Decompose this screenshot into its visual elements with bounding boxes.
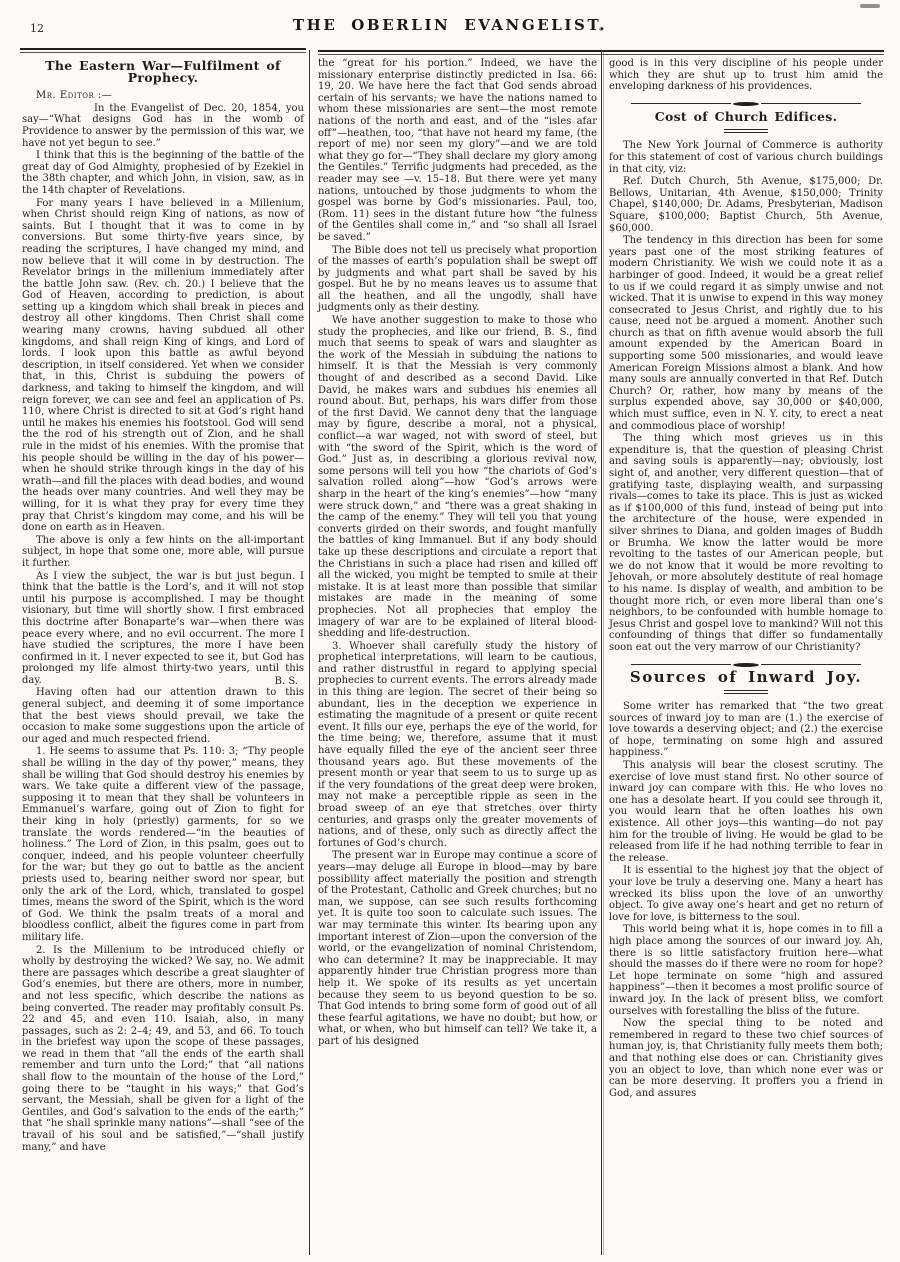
paragraph: The tendency in this direction has been for some years past one of the most striking features of modern Christianity. We wish we could note it as a harbinger of good. Indeed, it would be a great relief to us if we could regard it as simply unwise and not wicked. That it is unwise to expend in this way money consecrated to Jesus Christ, and rightly due to his cause, need not be argued a moment. Another such church as that on fifth avenue would absorb the full amount expended by the American Board in supporting some 500 missionaries, and would leave American Foreign Missions almost a blank. And how many souls are annually converted in that Ref. Dutch Church? Or, rather, how many by means of the surplus expended above, say 30,000 or $40,000, which must suffice, even in N. Y. city, to erect a neat and commodious place of worship! [609,235,883,432]
ink-smudge [860,4,880,8]
heading-underline [724,129,768,133]
masthead: THE OBERLIN EVANGELIST. [292,16,608,34]
paragraph: the “great for his portion.” Indeed, we have the missionary enterprise distinctly predicted in Isa. 66: 19, 20. We have here the fact that God sends abroad certain of his servants; we have the nations named to whom these missionaries are sent—the most remote nations of the north and east, and of the “isles afar off”—heathen, too, “that have not heard my fame, (the report of me) nor seen my glory”—and we are told what they go for—“They shall declare my glory among the Gentiles.” Terrific judgments had preceded, as the reader may see —v. 15–18. But there were yet many nations, untouched by those judgments to whom the gospel was borne by God’s missionaries. Paul, too, (Rom. 11) sees in the distant future how “the fulness of the Gentiles shall come in,” and “so shall all Israel be saved.” [318,58,597,243]
diamond-ornament-icon [733,102,759,106]
diamond-ornament-icon [733,663,759,667]
article3-title: Sources of Inward Joy. [629,667,863,686]
column-2 [318,58,597,1048]
paragraph: The present war in Europe may continue a score of years—may deluge all Europe in blood—may by bare possibility affect materially the position and strength of the Protestant, Catholic and Greek churches; but no man, we suppose, can see such results forthcoming yet. It is quite too soon to calculate such issues. The war may terminate this winter. Its bearing upon any important interest of Zion—upon the conversion of the world, or the evangelization of nominal Christendom, who can determine? It may be inappreciable. It may apparently hinder true Christian progress more than help it. We spoke of its results as yet uncertain because they seem to us beyond question to be so. That God intends to bring some form of good out of all these fearful agitations, we have no doubt; but how, or what, or when, who but himself can tell? We take it, a part of his designed [318,850,597,1047]
section-divider-ornament [631,102,861,106]
paragraph: 3. Whoever shall carefully study the history of prophetical interpretations, will learn to be cautious, and rather distrustful in regard to applying special prophecies to current events. The errors already made in this thing are legion. The secret of their being so abundant, lies in the deception we experience in estimating the magnitude of a present or quite recent event. It fills our eye, perhaps the eye of the world, for the time being; we, therefore, assume that it must have equally filled the eye of the ancient seer three thousand years ago. But these movements of the present month or year that seem to us to surge up as if the very foundations of the great deep were broken, may not make a perceptible ripple as seen in the broad sweep of an eye that stretches over thirty centuries, and grasps only the greater movements of nations, and of these, only such as directly affect the fortunes of God’s church. [318,640,597,849]
paragraph: Having often had our attention drawn to this general subject, and deeming it of some importance that the best views should prevail, we take the occasion to make some suggestions upon the article of our aged and much respected friend. [22,687,304,745]
paragraph: good is in this very discipline of his people under which they are shut up to trust him amid the enveloping darkness of his providences. [609,58,883,93]
page-number: 12 [30,22,44,35]
column-divider-1 [309,50,310,1255]
heading-underline [724,690,768,694]
column-divider-2 [601,50,602,1255]
paragraph: This world being what it is, hope comes in to fill a high place among the sources of our inward joy. Ah, there is so little satisfactory fruition here—what should the masses do if there were no room for hope? Let hope terminate on some “high and assured happiness”—then it becomes a most prolific source of inward joy. In the lack of present bliss, we comfort ourselves with forestalling the bliss of the future. [609,924,883,1017]
column-1 [22,58,304,1154]
paragraph: This analysis will bear the closest scrutiny. The exercise of love must stand first. No other source of inward joy can compare with this. He who loves no one has a desolate heart. If you could see through it, you would learn that he often loathes his own existence. All other joys—this wanting—do not pay him for the trouble of living. He would be glad to be released from life if he had nothing terrible to fear in the release. [609,760,883,864]
paragraph: Now the special thing to be noted and remembered in regard to these two chief sources of human joy, is, that Christianity fully meets them both; and that nothing else does or can. Christianity gives you an object to love, than which none ever was or can be more deserving. It proffers you a friend in God, and assures [609,1018,883,1099]
paragraph: The above is only a few hints on the all-important subject, in hope that some one, more able, will pursue it further. [22,534,304,569]
paragraph: It is essential to the highest joy that the object of your love be truly a deserving one. Many a heart has wrecked its bliss upon the love of an unworthy object. To give away one’s heart and get no return of love for love, is bitterness to the soul. [609,865,883,923]
header-rule-left [20,48,306,53]
article2-title: Cost of Church Edifices. [654,108,838,124]
paragraph: The Bible does not tell us precisely what proportion of the masses of earth’s population shall be swept off by judgments and what part shall be saved by his gospel. But he by no means leaves us to assume that all the heathen, and all the ungodly, shall have judgments only as their destiny. [318,244,597,314]
paragraph: Ref. Dutch Church, 5th Avenue, $175,000; Dr. Bellows, Unitarian, 4th Avenue, $150,000; Trinity Chapel, $140,000; Dr. Adams, Presbyterian, Madison Square, $100,000; Baptist Church, 5th Avenue, $60,000. [609,176,883,234]
column-3 [609,58,883,1100]
paragraph: Some writer has remarked that “the two great sources of inward joy to man are (1.) the exercise of love towards a deserving object; and (2.) the exercise of hope, terminating on some high and assured happiness.” [609,701,883,759]
paragraph: For many years I have believed in a Millenium, when Christ should reign King of nations, as now of saints. But I thought that it was to come in by conversions. But some thirty-five years since, by reading the scriptures, I have changed my mind, and now believe that it will come in by destruction. The Revelator brings in the millenium immediately after the battle John saw. (Rev. ch. 20.) I believe that the God of Heaven, according to prediction, is about setting up a kingdom which shall break in pieces and destroy all other kingdoms. Then Christ shall come wearing many crowns, having subdued all other kingdoms, and shall reign King of kings, and Lord of lords. I look upon this battle as awful beyond description, in itself considered. Yet when we consider that, in this, Christ is subduing the powers of darkness, and taking to himself the kingdom, and will reign forever, we can see and feel an application of Ps. 110, where Christ is directed to sit at God’s right hand until he makes his enemies his footstool. God will send the the rod of his strength out of Zion, and he shall rule in the midst of his enemies. With the promise that his people should be willing in the day of his power—when he should strike through kings in the day of his wrath—and fill the places with dead bodies, and wound the heads over many countries. And well they may be willing, for it is what they pray for every time they pray that Christ’s kingdom may come, and his will be done on earth as in Heaven. [22,197,304,534]
article1-title: The Eastern War—Fulfilment of Prophecy. [45,58,281,85]
paragraph: We have another suggestion to make to those who study the prophecies, and like our friend, B. S., find much that seems to speak of wars and slaughter as the work of the Messiah in subduing the nations to himself. It is that the Messiah is very commonly thought of and described as a second David. Like David, he makes wars and subdues his enemies all round about. But, perhaps, his wars differ from those of the first David. We cannot deny that the language may by figure, describe a moral, not a physical, conflict—a war waged, not with sword of steel, but with “the sword of the Spirit, which is the word of God.” Just as, in describing a glorious revival now, some persons will tell you how “the chariots of God’s salvation rolled along”—how “God’s arrows were sharp in the heart of the king’s enemies”—how “many were struck down,” and “there was a great shaking in the camp of the enemy.” They will tell you that young converts girded on their swords, and fought manfully the battles of king Immanuel. But if any body should take up these descriptions and circulate a report that the Christians in such a place had risen and killed off all the wicked, you might be tempted to smile at their mistake. It is at least more than possible that similar mistakes are made in the meaning of some prophecies. Not all prophecies that employ the imagery of war are to be explained of literal blood-shedding and life-destruction. [318,315,597,640]
paragraph: In the Evangelist of Dec. 20, 1854, you say—“What designs God has in the womb of Providence to answer by the permission of this war, we have not yet begun to see.” [22,102,304,149]
paragraph: 1. He seems to assume that Ps. 110: 3; “Thy people shall be willing in the day of thy power,” means, they shall be willing that God should destroy his enemies by wars. We take quite a different view of the passage, supposing it to mean that they shall be volunteers in Emmanuel’s warfare, going out of Zion to fight for their king in holy (priestly) garments, for so we translate the words rendered—“in the beauties of holiness.” The Lord of Zion, in this psalm, goes out to conquer, indeed, and his people volunteer cheerfully for the war; but they go out to battle as the ancient priests used to, bearing neither sword nor spear, but only the ark of the Lord, which, translated to gospel times, means the sword of the Spirit, which is the word of God. We think the psalm treats of a moral and bloodless conflict, albeit the figures come in part from military life. [22,746,304,943]
salutation: Mr. Editor :— [36,90,113,102]
paragraph: I think that this is the beginning of the battle of the great day of God Almighty, prophesied of by Ezekiel in the 38th chapter, and which John, in vision, saw, as in the 14th chapter of Revelations. [22,150,304,196]
paragraph: The thing which most grieves us in this expenditure is, that the question of pleasing Christ and saving souls is apparently—nay; obviously, lost sight of, and another, very different question—that of gratifying taste, displaying wealth, and surpassing rivals—comes to take its place. This is just as wicked as if $100,000 of this fund, instead of being put into the architecture of the house, were expended in silver shrines to Diana, and golden images of Buddh or Brumha. We know the latter would be more revolting to the tastes of our American people, but we do not know that it would be more revolting to Jehovah, or more absolutely destitute of real homage to his name. Is display of wealth, and ambition to be thought more rich, or even more liberal than one’s neighbors, to be confounded with humble homage to Jesus Christ and gospel love to mankind? Will not this confounding of things that differ so fundamentally soon eat out the very marrow of our Christianity? [609,433,883,653]
paragraph: 2. Is the Millenium to be introduced chiefly or wholly by destroying the wicked? We say, no. We admit there are passages which describe a great slaughter of God’s enemies, but there are others, more in number, and not less specific, which describe the nations as being converted. The reader may profitably consult Ps. 22 and 45, and even 110. Isaiah, also, in many passages, such as 2: 2–4; 49, and 53, and 66. To touch in the briefest way upon the scope of these passages, we read in them that “all the ends of the earth shall remember and turn unto the Lord;” that “all nations shall flow to the mountain of the house of the Lord,” going there to be “taught in his ways;” that God’s servant, the Messiah, shall be given for a light of the Gentiles, and God’s salvation to the ends of the earth;” that “he shall sprinkle many nations”—shall “see of the travail of his soul and be satisfied,”—“shall justify many,” and have [22,944,304,1153]
paragraph: The New York Journal of Commerce is authority for this statement of cost of various church buildings in that city, viz: [609,140,883,175]
author-signature: B. S. [274,675,298,687]
paragraph: As I view the subject, the war is but just begun. I think that the battle is the Lord’s, and it will not stop until his purpose is accomplished. I may be thought visionary, but time will shortly show. I first embraced this doctrine after Bonaparte’s war—when there was peace every where, and no evil occurrent. The more I have studied the scriptures, the more I have been confirmed in it. I never expected to see it, but God has prolonged my life almost thirty-two years, until this day. [22,570,304,686]
section-divider-ornament [631,663,861,667]
